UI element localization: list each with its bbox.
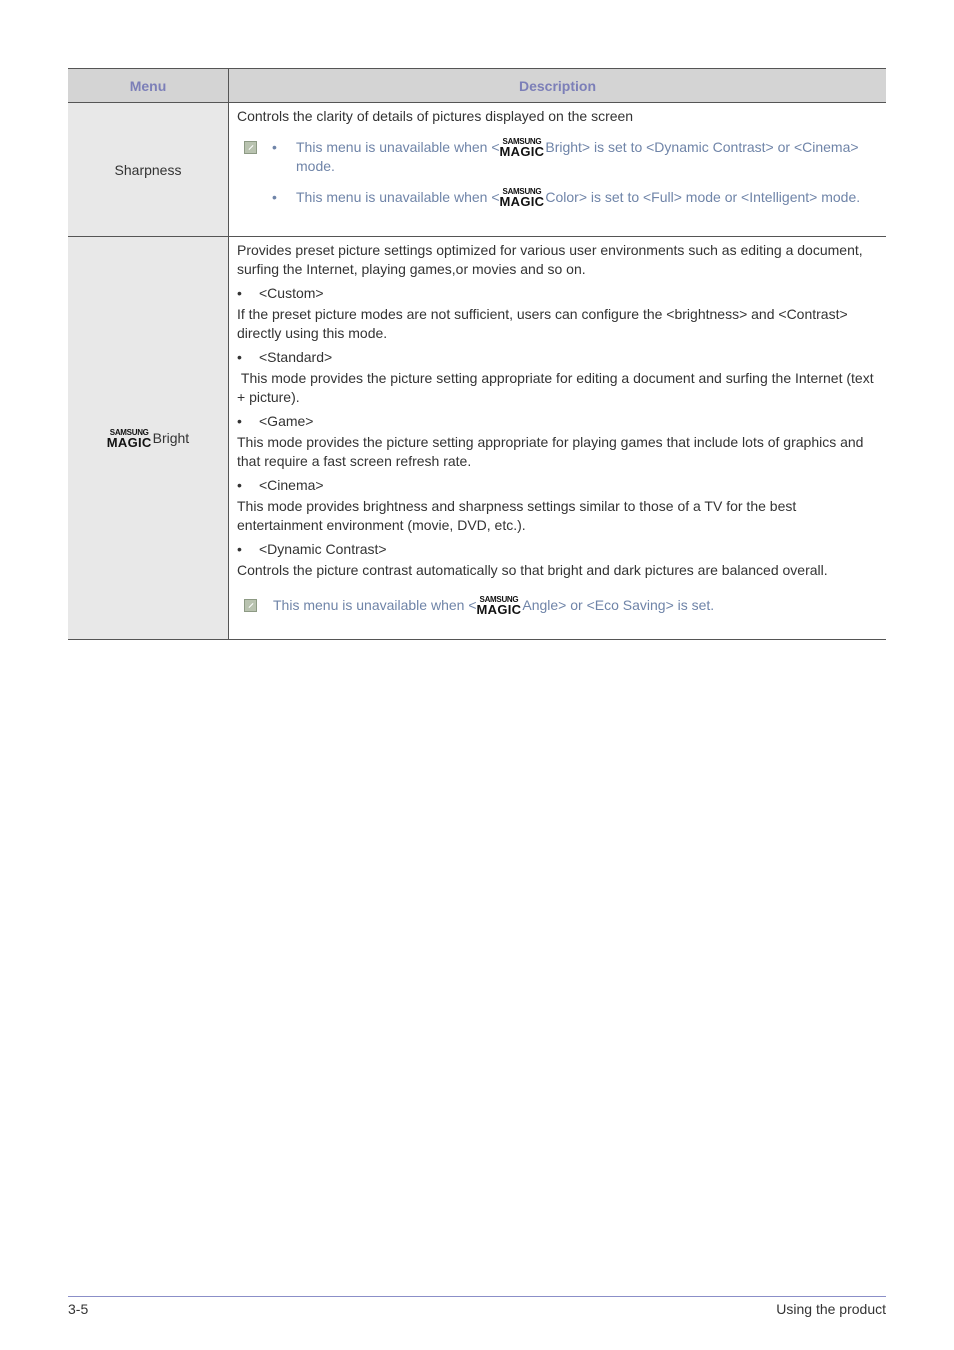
description-cell-sharpness — [229, 103, 887, 237]
mode-text: This mode provides the picture setting appropriate for playing games that include lots of graphics and that require a fast screen refresh rate. — [237, 434, 864, 469]
samsung-magic-logo-icon: SAMSUNG MAGIC — [106, 427, 152, 450]
mode-name: <Custom> — [259, 285, 324, 301]
table-row — [68, 103, 886, 237]
mode-text: If the preset picture modes are not sufficient, users can configure the <brightness> and <Contrast> directly using this mode. — [237, 306, 848, 341]
note-text-post: Bright> is set to <Dynamic Contrast> or <Cinema> mode. — [296, 139, 859, 174]
note-text-pre: This menu is unavailable when < — [296, 189, 500, 205]
footer-rule — [68, 1296, 886, 1297]
note-icon — [244, 141, 257, 154]
bright-note — [237, 596, 878, 615]
menu-cell-magic-bright — [68, 237, 229, 640]
mode-item — [237, 348, 878, 367]
header-description: Description — [229, 69, 887, 103]
table-header-row — [68, 69, 886, 103]
bright-intro: Provides preset picture settings optimized for various user environments such as editing a document, surfing the Internet, playing games,or movies and so on. — [237, 242, 863, 277]
bullet-icon: • — [237, 413, 242, 429]
note-text-pre: This menu is unavailable when < — [296, 139, 500, 155]
bullet-icon: • — [272, 139, 277, 155]
menu-cell-sharpness: Sharpness — [68, 103, 229, 237]
mode-name: <Dynamic Contrast> — [259, 541, 387, 557]
mode-text: This mode provides the picture setting appropriate for editing a document and surfing the Internet (text + picture). — [237, 370, 878, 405]
mode-item — [237, 412, 878, 431]
magic-bright-label: Bright — [152, 429, 190, 446]
samsung-magic-logo-icon: SAMSUNG MAGIC — [499, 137, 545, 159]
mode-item — [237, 540, 878, 559]
mode-text: Controls the picture contrast automatically so that bright and dark pictures are balanced overall. — [237, 562, 828, 578]
sharpness-note — [237, 138, 878, 207]
footer-page-number: 3-5 — [68, 1301, 89, 1317]
description-cell-magic-bright — [229, 237, 887, 640]
bullet-icon: • — [237, 477, 242, 493]
mode-name: <Standard> — [259, 349, 333, 365]
samsung-magic-logo-icon: SAMSUNG MAGIC — [499, 187, 545, 209]
mode-item — [237, 284, 878, 303]
bullet-icon: • — [237, 349, 242, 365]
bullet-icon: • — [237, 541, 242, 557]
menu-description-table — [68, 68, 886, 640]
note-icon — [244, 599, 257, 612]
samsung-magic-logo-icon: SAMSUNG MAGIC — [476, 595, 522, 617]
mode-name: <Game> — [259, 413, 314, 429]
sharpness-note-list — [272, 138, 878, 207]
mode-item — [237, 476, 878, 495]
note-item — [272, 188, 878, 207]
note-item — [272, 138, 878, 176]
mode-text: This mode provides brightness and sharpness settings similar to those of a TV for the best entertainment environment (movie, DVD, etc.). — [237, 498, 797, 533]
bullet-icon: • — [272, 189, 277, 205]
footer-section-title: Using the product — [776, 1301, 886, 1317]
bullet-icon: • — [237, 285, 242, 301]
sharpness-description: Controls the clarity of details of pictures displayed on the screen — [237, 108, 634, 124]
header-menu: Menu — [68, 69, 229, 103]
note-text-post: Angle> or <Eco Saving> is set. — [522, 597, 715, 613]
note-text-pre: This menu is unavailable when < — [273, 597, 477, 613]
mode-name: <Cinema> — [259, 477, 324, 493]
note-text-post: Color> is set to <Full> mode or <Intelligent> mode. — [545, 189, 861, 205]
table-row — [68, 237, 886, 640]
